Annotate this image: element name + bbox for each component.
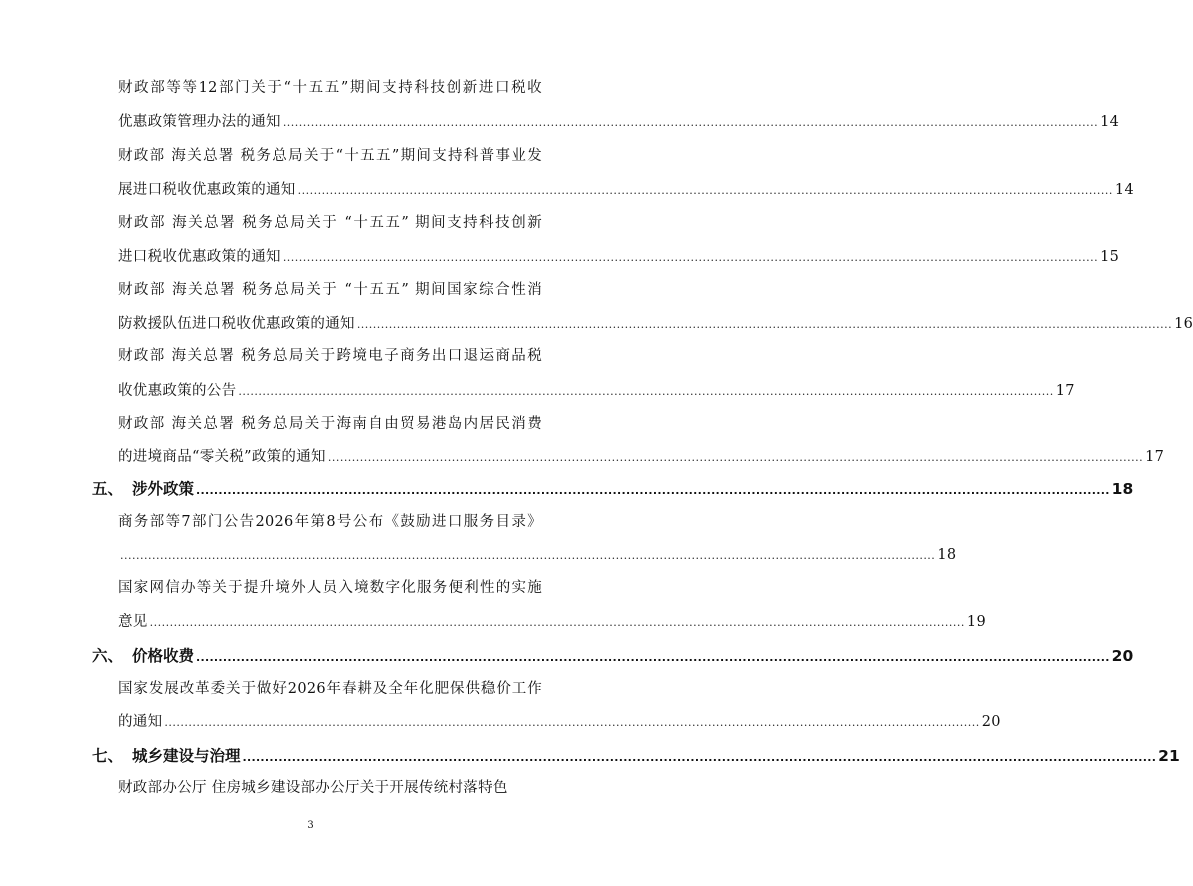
toc-entry-line[interactable]: 财政部办公厅 住房城乡建设部办公厅关于开展传统村落特色 [118, 780, 508, 796]
dot-leader: ............................................................................................................................................................................................................ [242, 751, 1157, 764]
toc-section-heading[interactable] [92, 645, 1134, 667]
toc-entry-line[interactable] [118, 112, 1120, 132]
dot-leader: ............................................................................................................................................................................................................ [196, 484, 1110, 497]
section-number: 六、 [92, 647, 124, 665]
toc-page-number: 16 [1174, 316, 1193, 332]
toc-entry-line[interactable] [118, 447, 1165, 467]
section-page-number: 21 [1158, 747, 1180, 765]
toc-entry-line[interactable]: 财政部 海关总署 税务总局关于跨境电子商务出口退运商品税 [118, 348, 542, 364]
dot-leader: ............................................................................................................................................................................................................ [282, 116, 1099, 129]
section-page-number: 18 [1111, 480, 1134, 498]
dot-leader: ............................................................................................................................................................................................................ [297, 184, 1113, 197]
toc-entry-line[interactable] [118, 247, 1120, 267]
toc-entry-text: 收优惠政策的公告 [118, 383, 237, 399]
toc-section-heading[interactable] [92, 478, 1134, 500]
section-title: 价格收费 [132, 647, 195, 665]
dot-leader: ............................................................................................................................................................................................................ [327, 451, 1144, 464]
toc-section-heading[interactable] [92, 745, 1180, 767]
dot-leader: ............................................................................................................................................................................................................ [238, 385, 1054, 398]
dot-leader: ............................................................................................................................................................................................................ [356, 318, 1173, 331]
toc-entry-line[interactable] [118, 314, 1193, 334]
toc-page-number: 18 [937, 547, 957, 563]
toc-page-number: 14 [1114, 182, 1134, 198]
toc-entry-text: 优惠政策管理办法的通知 [118, 114, 281, 130]
toc-entry-text: 防救援队伍进口税收优惠政策的通知 [118, 316, 355, 332]
toc-entry-line[interactable]: 国家发展改革委关于做好2026年春耕及全年化肥保供稳价工作 [118, 681, 542, 697]
toc-entry-text: 的进境商品“零关税”政策的通知 [118, 449, 326, 465]
section-number: 七、 [92, 747, 124, 765]
toc-entry-line[interactable]: 财政部 海关总署 税务总局关于“十五五”期间支持科普事业发 [118, 148, 542, 164]
toc-entry-line[interactable]: 国家网信办等关于提升境外人员入境数字化服务便利性的实施 [118, 580, 542, 596]
toc-entry-line[interactable] [118, 381, 1075, 401]
toc-page-number: 19 [966, 614, 986, 630]
toc-entry-line[interactable]: 商务部等7部门公告2026年第8号公布《鼓励进口服务目录》 [118, 514, 542, 530]
dot-leader: ............................................................................................................................................................................................................ [120, 549, 936, 562]
page-number: 3 [307, 820, 314, 831]
toc-entry-line[interactable] [118, 712, 1001, 732]
toc-entry-line[interactable] [118, 545, 957, 565]
toc-page-number: 14 [1100, 114, 1120, 130]
toc-entry-line[interactable]: 财政部 海关总署 税务总局关于海南自由贸易港岛内居民消费 [118, 416, 542, 432]
section-page-number: 20 [1111, 647, 1134, 665]
dot-leader: ............................................................................................................................................................................................................ [196, 651, 1110, 664]
dot-leader: ............................................................................................................................................................................................................ [164, 716, 980, 729]
toc-page-number: 15 [1100, 249, 1120, 265]
section-title: 涉外政策 [132, 480, 195, 498]
toc-entry-text: 展进口税收优惠政策的通知 [118, 182, 296, 198]
toc-entry-line[interactable] [118, 180, 1134, 200]
section-title: 城乡建设与治理 [132, 747, 241, 765]
section-number: 五、 [92, 480, 124, 498]
toc-entry-line[interactable]: 财政部 海关总署 税务总局关于 “十五五” 期间国家综合性消 [118, 282, 542, 298]
toc-page-number: 20 [981, 714, 1001, 730]
dot-leader: ............................................................................................................................................................................................................ [149, 616, 965, 629]
toc-entry-line[interactable]: 财政部 海关总署 税务总局关于 “十五五” 期间支持科技创新 [118, 215, 542, 231]
toc-entry-text: 进口税收优惠政策的通知 [118, 249, 281, 265]
toc-entry-line[interactable] [118, 612, 986, 632]
toc-entry-text: 的通知 [118, 714, 163, 730]
toc-entry-line[interactable]: 财政部等等12部门关于“十五五”期间支持科技创新进口税收 [118, 80, 542, 96]
toc-page-number: 17 [1055, 383, 1075, 399]
toc-entry-text: 意见 [118, 614, 148, 630]
toc-page-number: 17 [1145, 449, 1165, 465]
dot-leader: ............................................................................................................................................................................................................ [282, 251, 1099, 264]
